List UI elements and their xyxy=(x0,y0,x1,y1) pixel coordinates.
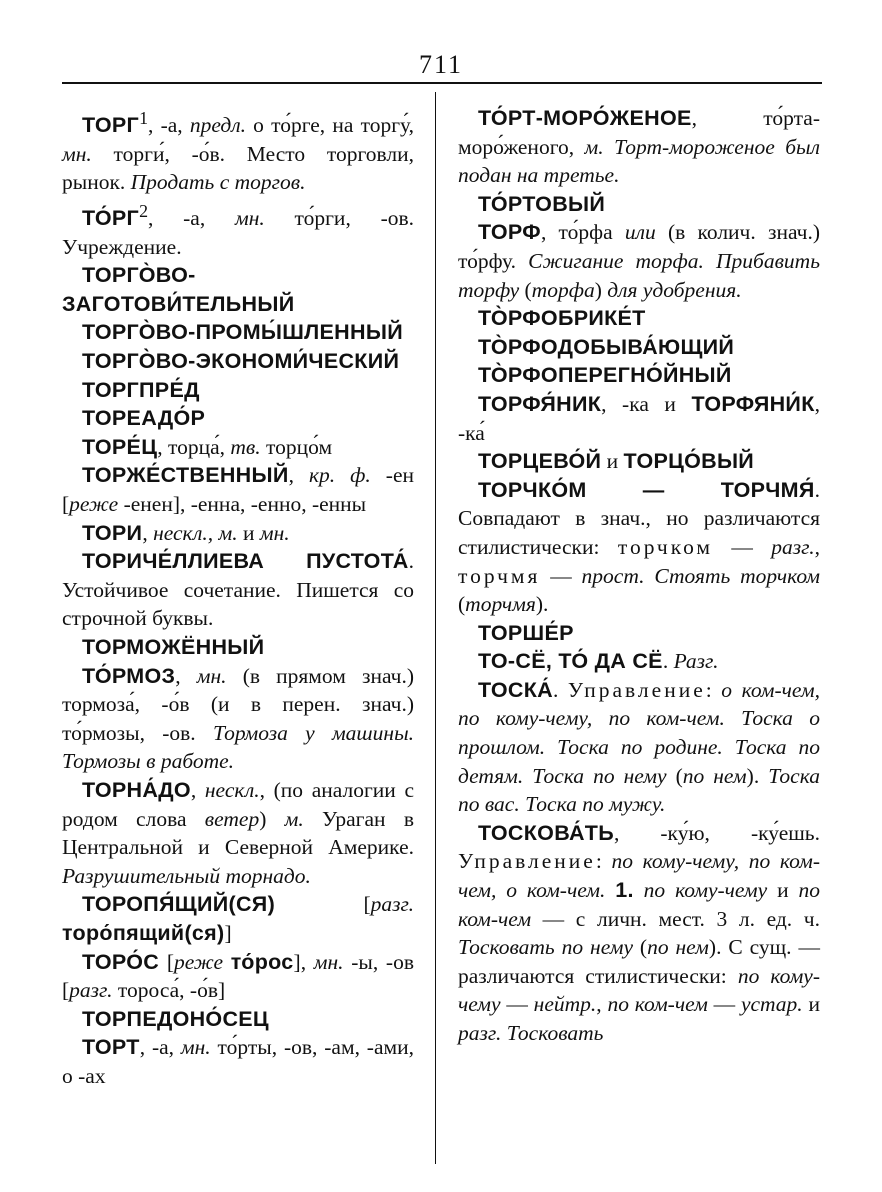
italic-text: реже xyxy=(174,949,224,974)
headword: ТО́РТ-МОРО́ЖЕНОЕ xyxy=(478,106,692,130)
italic-text: Разрушительный торнадо. xyxy=(62,863,311,888)
entry-text xyxy=(605,878,615,902)
entry-text: , -ка́ xyxy=(458,391,820,445)
entry-text xyxy=(223,950,231,974)
entry-text: , xyxy=(288,463,309,488)
entry-text: , xyxy=(596,992,608,1017)
headword: ТОРМОЖЁННЫЙ xyxy=(82,635,265,659)
headword: ТО́РМОЗ xyxy=(82,663,176,688)
dictionary-entry xyxy=(458,476,820,619)
dictionary-entry xyxy=(62,347,414,376)
dictionary-entry xyxy=(62,776,414,890)
italic-text: Сжигание торфа. Прибавить торфу xyxy=(458,248,820,302)
dictionary-entry xyxy=(62,318,414,347)
headword: ТОРТ xyxy=(82,1035,140,1060)
dictionary-entry xyxy=(458,676,820,819)
dictionary-entry xyxy=(62,519,414,548)
headword: ТОРГО̀ВО-ПРОМЫ́ШЛЕННЫЙ xyxy=(82,320,403,345)
entry-text: [ xyxy=(275,892,371,917)
italic-text: торчмя xyxy=(465,592,536,617)
entry-text: ( xyxy=(458,592,466,617)
entry-text: ) xyxy=(594,277,608,302)
entry-text: , -а, xyxy=(148,113,190,138)
entry-text: Управление xyxy=(567,677,706,702)
headword: ТОРГ xyxy=(82,113,140,138)
entry-text: ( xyxy=(519,277,532,302)
entry-text: ( xyxy=(666,763,683,788)
column-divider xyxy=(435,92,436,1164)
headword: ТОРЖЕ́СТВЕННЫЙ xyxy=(82,463,289,488)
headword: ТОРИЧЕ́ЛЛИЕВА ПУСТОТА́ xyxy=(82,549,409,574)
headword: ТО̀РФОПЕРЕГНО́ЙНЫЙ xyxy=(478,363,732,388)
dictionary-entry xyxy=(458,619,820,648)
headword: торо́пящий(ся) xyxy=(62,920,225,945)
entry-text: , то́рфа xyxy=(540,220,625,245)
dictionary-entry xyxy=(458,218,820,304)
entry-text: -ы, -ов [ xyxy=(62,949,414,1003)
entry-text: о то́рге, на торгу́, xyxy=(245,113,414,138)
dictionary-entry xyxy=(458,819,820,1048)
dictionary-entry xyxy=(62,461,414,518)
entry-text: ] xyxy=(224,920,232,945)
italic-text: Тоска по вас. Тоска по мужу. xyxy=(458,763,820,817)
entry-text: . Устойчивое сочетание. Пишется со строчной буквы. xyxy=(62,549,414,631)
italic-text: мн. xyxy=(313,949,344,974)
entry-text: Управление xyxy=(458,849,596,874)
headword: ТО-СЁ, ТО́ ДА СЁ xyxy=(478,649,663,674)
entry-text: , -ка и xyxy=(601,391,692,416)
italic-text: мн. xyxy=(196,663,227,688)
headword: ТОРШЕ́Р xyxy=(478,620,574,645)
headword: ТОРИ xyxy=(82,520,143,545)
dictionary-entry xyxy=(62,662,414,776)
entry-text: , то́рта-моро́женого, xyxy=(458,106,820,159)
italic-text: по кому-чему, по ком-чем, о ком-чем. xyxy=(458,849,820,903)
dictionary-entry xyxy=(458,447,820,476)
entry-text: 2 xyxy=(139,200,149,221)
headword: ТОРЕ́Ц xyxy=(82,434,158,459)
headword: то́рос xyxy=(230,949,294,974)
headword: ТО̀РФОДОБЫВА́ЮЩИЙ xyxy=(478,334,735,359)
entry-text: 1 xyxy=(139,108,149,128)
entry-text: , -ку́ю, -ку́ешь. xyxy=(613,820,820,845)
entry-text: (в прямом знач.) тормоза́, -о́в (и в перен. знач.) то́рмозы, -ов. xyxy=(62,663,414,745)
italic-text: нескл., м. xyxy=(153,520,238,545)
italic-text: Тосковать по нему xyxy=(458,935,633,960)
entry-text: и xyxy=(767,878,799,903)
headword: ТОРЧКО́М — ТОРЧМЯ́ xyxy=(478,477,815,502)
headword: ТОРЕАДО́Р xyxy=(82,406,206,431)
headword: ТО̀РФОБРИКЕ́Т xyxy=(478,306,646,331)
dictionary-entry xyxy=(62,1033,414,1090)
dictionary-entry xyxy=(62,104,414,197)
italic-text: мн. xyxy=(259,520,290,545)
headword: ТОРОПЯ́ЩИЙ(СЯ) xyxy=(82,892,276,917)
dictionary-entry xyxy=(62,261,414,318)
dictionary-entry xyxy=(458,190,820,219)
headword: ТОРО́С xyxy=(82,949,160,974)
entry-text: ). xyxy=(746,763,769,788)
entry-text: торцо́м xyxy=(260,434,333,459)
entry-text: — xyxy=(500,992,534,1017)
headword: ТО́РТОВЫЙ xyxy=(478,191,606,216)
italic-text: по кому-чему xyxy=(458,963,820,1017)
headword: ТО́РГ xyxy=(82,206,140,231)
italic-text: Тормоза у машины. Тормозы в работе. xyxy=(62,720,414,774)
entry-text: : xyxy=(595,849,612,874)
headword: ТОСКОВА́ТЬ xyxy=(478,820,614,845)
italic-text: по нем xyxy=(682,763,747,788)
italic-text: реже xyxy=(69,492,119,517)
headword: ТОРГО̀ВО-ЭКОНОМИ́ЧЕСКИЙ xyxy=(82,349,400,374)
entry-text: , xyxy=(175,663,197,688)
entry-text: — с личн. мест. 3 л. ед. ч. xyxy=(531,906,820,931)
entry-text: , -а, xyxy=(148,206,235,231)
entry-text: и xyxy=(237,520,260,545)
entry-text: , xyxy=(814,534,821,559)
italic-text: м. xyxy=(584,134,604,159)
entry-text: ( xyxy=(632,935,648,960)
entry-text: . xyxy=(662,649,674,674)
entry-text: , (по аналогии с родом слова xyxy=(62,777,414,831)
dictionary-entry xyxy=(458,304,820,333)
dictionary-entry xyxy=(62,404,414,433)
entry-text: (в колич. знач.) то́рфу. xyxy=(458,220,820,273)
italic-text: разг. xyxy=(771,534,815,559)
italic-text: м. xyxy=(284,806,304,831)
italic-text: мн. xyxy=(234,206,265,231)
italic-text: разг. xyxy=(69,978,113,1003)
italic-text: по ком-чем xyxy=(458,878,821,931)
entry-text: , -а, xyxy=(139,1035,181,1060)
dictionary-entry xyxy=(62,547,414,633)
entry-text: тороса́, -о́в] xyxy=(112,978,226,1003)
entry-text: ], xyxy=(293,949,314,974)
headword: ТОРФЯ́НИК xyxy=(478,391,602,416)
italic-text: торфа xyxy=(531,277,595,302)
dictionary-entry xyxy=(62,197,414,261)
entry-text xyxy=(604,135,614,159)
entry-text: торчком xyxy=(617,534,714,559)
italic-text: предл. xyxy=(189,113,246,138)
page-number: 711 xyxy=(418,50,464,79)
headword: ТОРФЯНИ́К xyxy=(691,391,815,416)
entry-text: -ен [ xyxy=(62,463,414,517)
italic-text: тв. xyxy=(230,434,261,459)
dictionary-entry xyxy=(458,647,820,676)
entry-text: ). С сущ. — различаются стилистически: xyxy=(458,935,820,988)
entry-text: , xyxy=(142,520,154,545)
italic-text: прост. Стоять торчком xyxy=(581,563,820,588)
headword: ТОРЦЕВО́Й xyxy=(478,449,602,474)
italic-text: для удобрения. xyxy=(607,277,742,302)
italic-text: мн. xyxy=(62,141,92,166)
entry-text: ) xyxy=(259,806,285,831)
entry-text: — xyxy=(713,534,772,559)
headword: ТОРНА́ДО xyxy=(82,777,191,802)
headword: 1. xyxy=(615,878,634,903)
entry-text: и xyxy=(601,449,624,474)
entry-text: . Совпадают в знач., но различаются стилистически: xyxy=(458,477,820,559)
headword: ТОСКА́ xyxy=(478,677,553,702)
dictionary-entry xyxy=(458,104,820,190)
entry-text: и xyxy=(802,992,821,1017)
italic-text: по нем xyxy=(647,935,709,960)
italic-text: нейтр. xyxy=(533,992,597,1017)
headword: ТОРЦО́ВЫЙ xyxy=(623,449,755,474)
headword: ТОРФ xyxy=(478,220,541,245)
dictionary-entry xyxy=(458,361,820,390)
dictionary-entry xyxy=(62,633,414,662)
italic-text: устар. xyxy=(740,992,803,1017)
dictionary-entry xyxy=(62,948,414,1005)
entry-text: торчмя xyxy=(458,563,541,588)
left-column xyxy=(62,104,414,1091)
entry-text: . xyxy=(553,677,568,702)
italic-text: нескл. xyxy=(204,777,260,802)
italic-text: по ком-чем xyxy=(607,992,708,1017)
italic-text: ветер xyxy=(204,806,260,831)
entry-text: — xyxy=(707,992,741,1017)
italic-text: или xyxy=(624,220,656,245)
headword: ТОРГО̀ВО-ЗАГОТОВИ́ТЕЛЬНЫЙ xyxy=(62,263,295,316)
dictionary-entry xyxy=(62,433,414,462)
italic-text: Продать с торгов. xyxy=(130,170,306,195)
italic-text: о ком-чем, по кому-чему, по ком-чем. Тоска о прошлом. Тоска по родине. Тоска по детям. Тоска по нему xyxy=(458,677,820,788)
entry-text: : xyxy=(705,677,722,702)
italic-text: по кому-чему xyxy=(643,878,768,903)
italic-text: мн. xyxy=(180,1035,211,1060)
header-rule xyxy=(62,82,822,84)
dictionary-entry xyxy=(62,376,414,405)
right-column xyxy=(458,104,820,1048)
dictionary-entry xyxy=(62,890,414,947)
dictionary-entry xyxy=(458,390,820,447)
italic-text: кр. ф. xyxy=(308,463,371,488)
entry-text: ). xyxy=(535,592,549,617)
entry-text: то́рги, -ов. Учреждение. xyxy=(62,206,415,259)
entry-text xyxy=(634,878,644,902)
entry-text: то́рты, -ов, -ам, -ами, о -ах xyxy=(62,1035,414,1088)
entry-text: , торца́, xyxy=(157,434,231,459)
entry-text: , xyxy=(190,777,205,802)
entry-text: торги́, -о́в. Место торговли, рынок. xyxy=(62,141,414,195)
dictionary-entry xyxy=(62,1005,414,1034)
italic-text: Торт-мороженое был подан на третье. xyxy=(458,134,820,188)
entry-text: [ xyxy=(159,949,174,974)
italic-text: Разг. xyxy=(673,649,719,674)
headword: ТОРГПРЕ́Д xyxy=(82,377,200,402)
italic-text: разг. Тосковать xyxy=(458,1021,604,1045)
dictionary-entry xyxy=(458,333,820,362)
entry-text: Ураган в Центральной и Северной Америке. xyxy=(62,806,414,860)
entry-text: — xyxy=(540,563,582,588)
italic-text: разг. xyxy=(370,892,414,917)
entry-text: -енен], -енна, -енно, -енны xyxy=(118,492,367,517)
headword: ТОРПЕДОНО́СЕЦ xyxy=(82,1006,269,1031)
